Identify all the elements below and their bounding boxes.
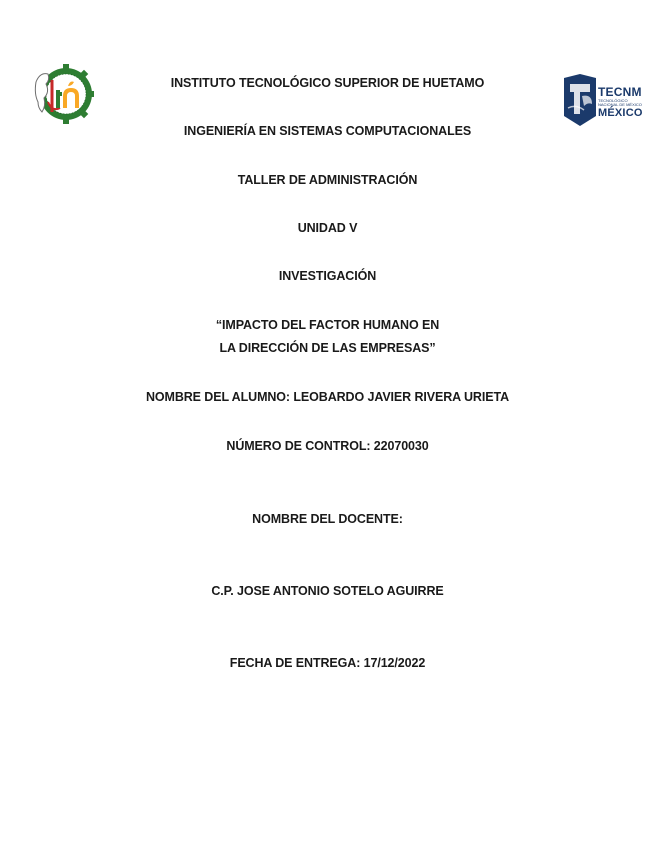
career-name: INGENIERÍA EN SISTEMAS COMPUTACIONALES	[183, 124, 472, 138]
document-title-line-1: “IMPACTO DEL FACTOR HUMANO EN	[215, 318, 440, 332]
subject-name: TALLER DE ADMINISTRACIÓN	[237, 173, 418, 187]
tecnm-wordmark: TECNM	[598, 85, 642, 99]
control-number: NÚMERO DE CONTROL: 22070030	[226, 439, 429, 453]
work-type: INVESTIGACIÓN	[278, 269, 377, 283]
teacher-label: NOMBRE DEL DOCENTE:	[252, 512, 403, 526]
document-title-line-2: LA DIRECCIÓN DE LAS EMPRESAS”	[219, 341, 436, 355]
tecnm-tagline: TECNOLÓGICO NACIONAL DE MÉXICO	[598, 98, 642, 107]
mexico-wordmark: MÉXICO	[598, 107, 643, 119]
ith-institute-emblem-icon	[30, 62, 94, 126]
student-name: NOMBRE DEL ALUMNO: LEOBARDO JAVIER RIVERA URIETA	[145, 390, 510, 404]
due-date: FECHA DE ENTREGA: 17/12/2022	[229, 656, 426, 670]
teacher-name: C.P. JOSE ANTONIO SOTELO AGUIRRE	[211, 584, 444, 598]
unit-label: UNIDAD V	[297, 221, 358, 235]
institute-name: INSTITUTO TECNOLÓGICO SUPERIOR DE HUETAMO	[170, 76, 485, 90]
